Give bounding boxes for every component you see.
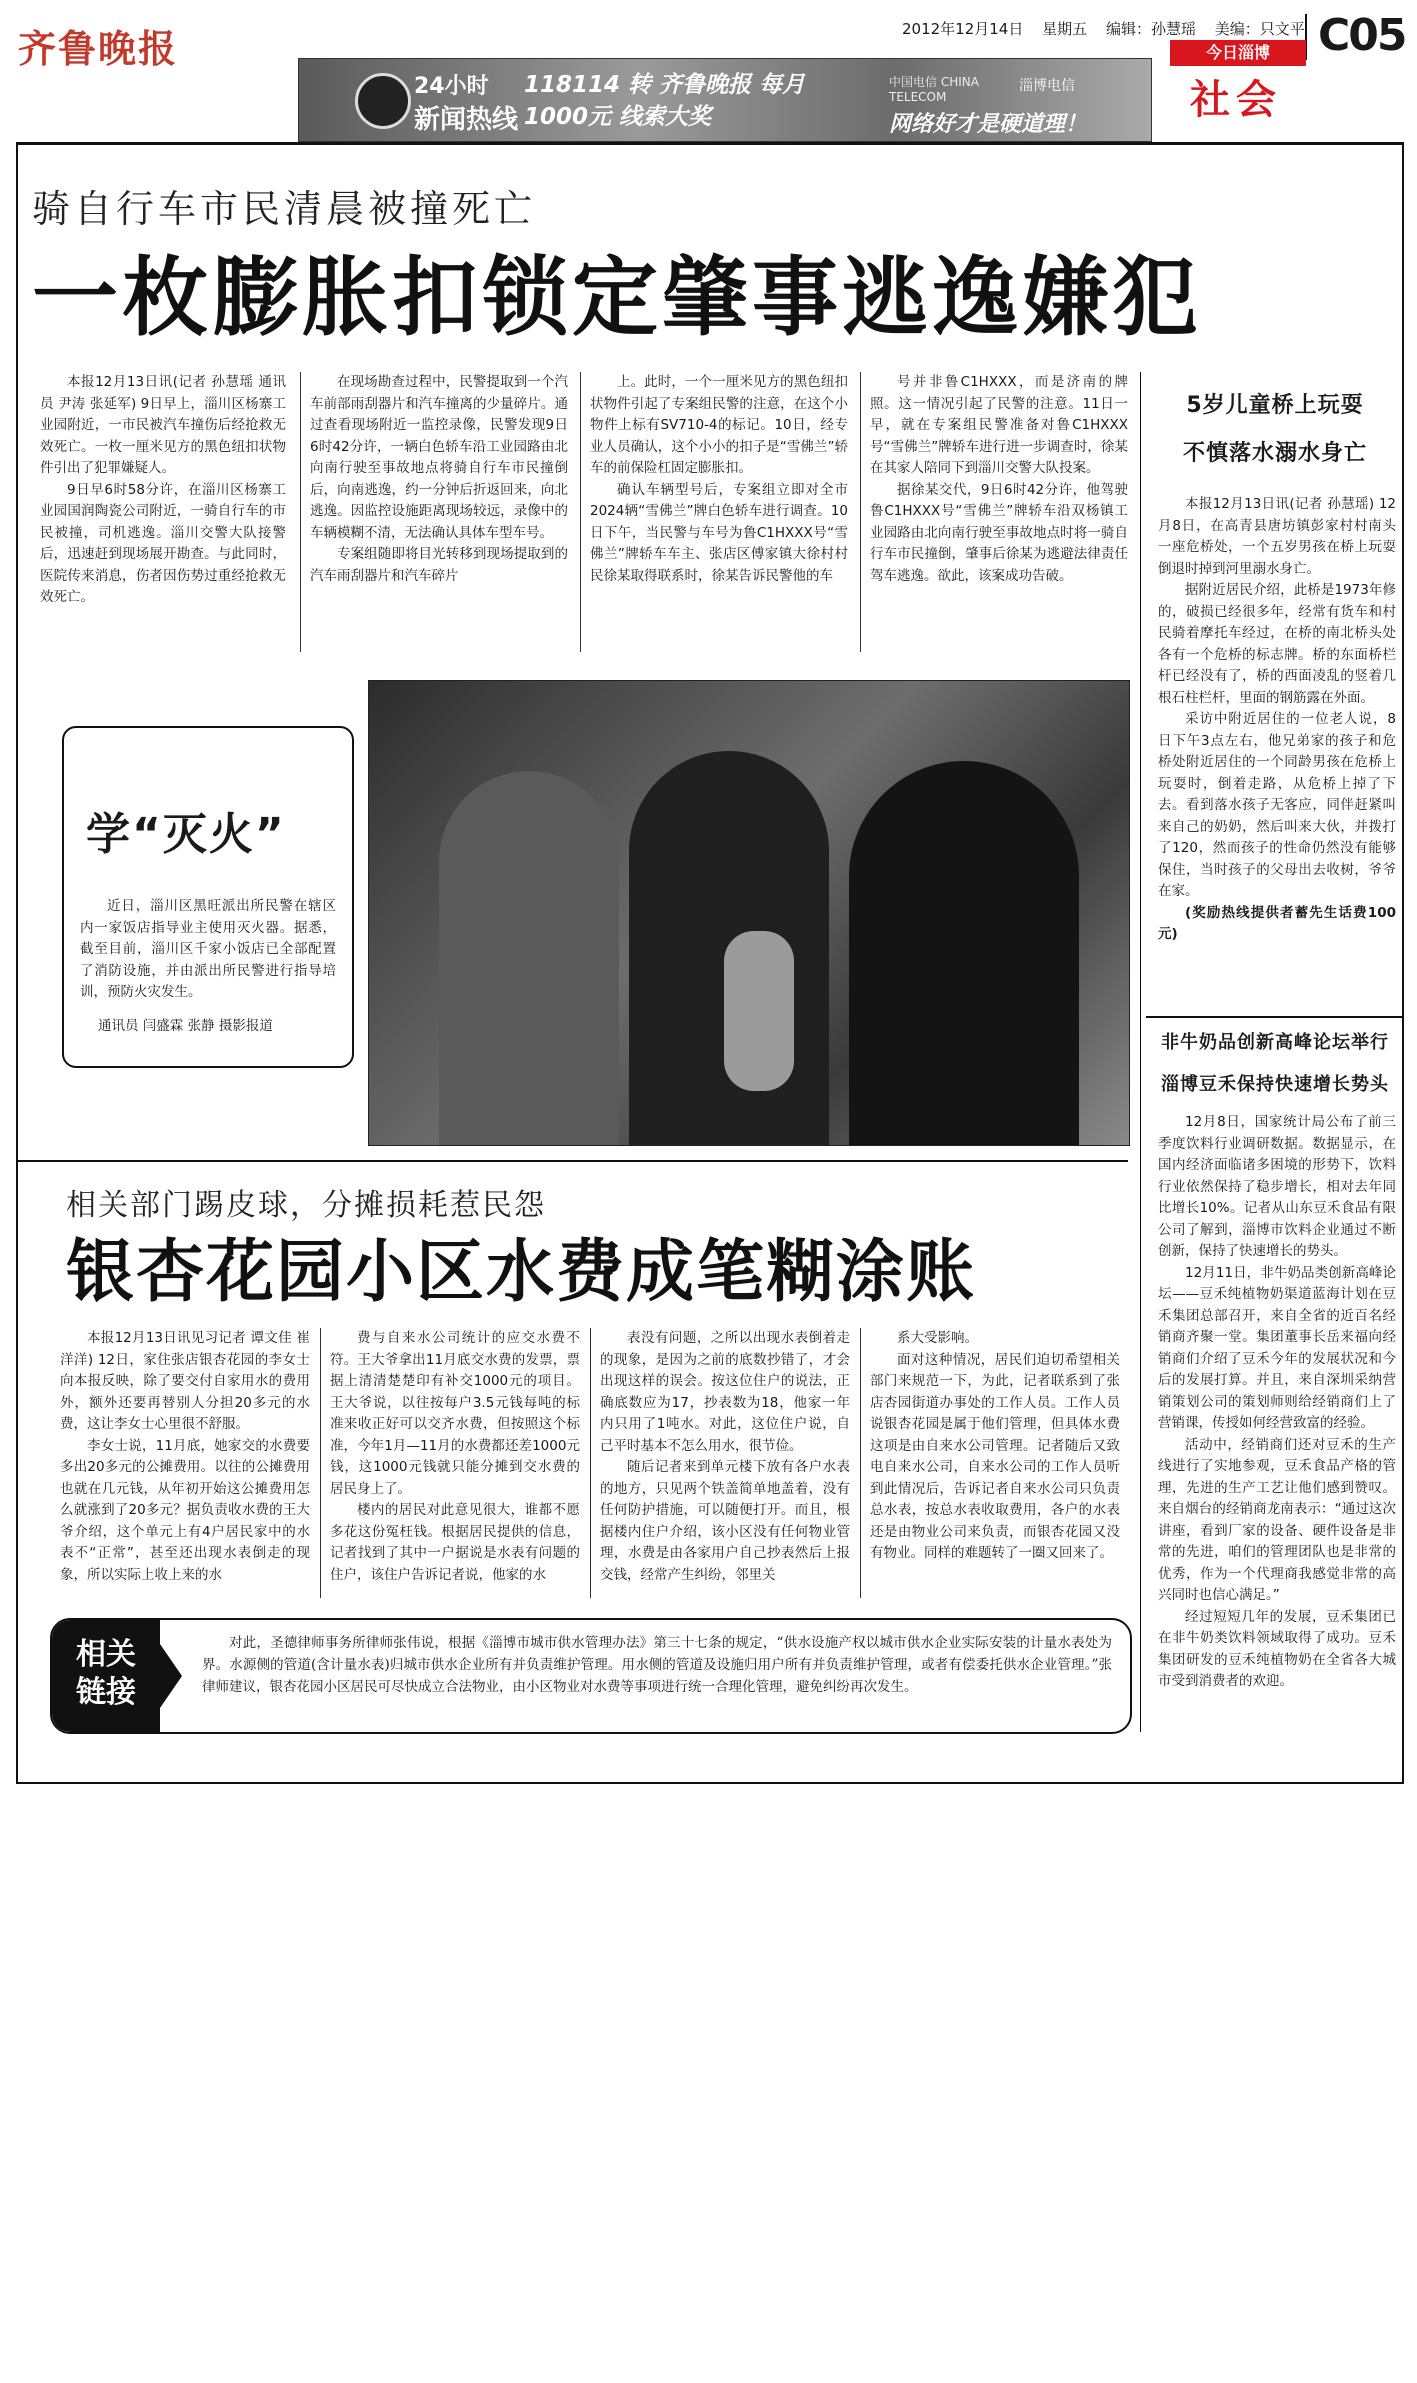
story1-headline: 一枚膨胀扣锁定肇事逃逸嫌犯	[32, 248, 1202, 348]
story1-column-4	[870, 372, 1128, 662]
column-divider	[580, 372, 581, 652]
related-link-text: 对此，圣德律师事务所律师张伟说，根据《淄博市城市供水管理办法》第三十七条的规定，“供水设施产权以城市供水企业实际安装的计量水表处为界。水源侧的管道(含计量水表)归城市供水企业所有并负责维护管理。用水侧的管道及设施归用户所有并负责维护管理，或者有偿委托供水企业管理。”张律师建议，银杏花园小区居民可尽快成立合法物业，由小区物业对水费等事项进行统一合理化管理，避免纠纷再次发生。	[202, 1635, 1112, 1695]
story2-col1-para: 李女士说，11月底，她家交的水费要多出20多元的公摊费用。以往的公摊费用也就在几元钱，从年初开始这公摊费用怎么就涨到了20多元？据负责收水费的王大爷介绍，这个单元上有4户居民家中的水表不“正常”，甚至还出现水表倒走的现象，所以实际上收上来的水	[60, 1437, 310, 1583]
editor-credit: 编辑：孙慧瑶	[1105, 20, 1196, 38]
telecom-logo: 中国电信 CHINA TELECOM	[889, 75, 979, 104]
story2-kicker: 相关部门踢皮球，分摊损耗惹民怨	[66, 1188, 546, 1223]
story1-col2-para: 专案组随即将目光转移到现场提取到的汽车雨刮器片和汽车碎片	[310, 546, 568, 584]
photo-box-credit: 通讯员 闫盛霖 张静 摄影报道	[98, 1018, 273, 1034]
fire-extinguisher	[724, 931, 794, 1091]
story2-col1-para: 本报12月13日讯见习记者 谭文佳 崔洋洋) 12日，家住张店银杏花园的李女士向本报反映，除了要交付自家用水的费用外，额外还要再替别人分担20多元的水费，这让李女士心里很不舒服。	[60, 1330, 310, 1432]
issue-weekday: 星期五	[1042, 20, 1088, 38]
right2-para: 活动中，经销商们还对豆禾的生产线进行了实地参观，豆禾食品产格的管理，先进的生产工艺让他们感到赞叹。来自烟台的经销商龙南表示：“通过这次讲座，看到厂家的设备、硬件设备是非常的先进，咱们的管理团队也是非常的优秀，作为一个代理商我感觉非常的高兴同时也信心满足。”	[1158, 1436, 1396, 1603]
page-number: C05	[1318, 10, 1406, 61]
story1-col3-para: 上。此时，一个一厘米见方的黑色纽扣状物件引起了专案组民警的注意，在这个小物件上标有SV710-4的标记。10日，经专业人员确认，这个小小的扣子是“雪佛兰”轿车的前保险杠固定膨胀扣。	[590, 374, 848, 476]
photo-box-caption	[80, 896, 336, 1014]
column-divider	[300, 372, 301, 652]
photo-caption-box	[62, 726, 354, 1068]
hotline-bottom: 新闻热线	[414, 105, 519, 135]
story2-headline: 银杏花园小区水费成笔糊涂账	[66, 1233, 977, 1312]
story1-col3-para: 确认车辆型号后，专案组立即对全市2024辆“雪佛兰”牌白色轿车进行调查。10日下午，当民警与车号为鲁C1HXXX号“雪佛兰”牌轿车车主、张店区傅家镇大徐村村民徐某取得联系时，徐某告诉民警他的车	[590, 481, 848, 584]
right1-para: 采访中附近居住的一位老人说，8日下午3点左右，他兄弟家的孩子和危桥处附近居住的一个同龄男孩在危桥上玩耍时，倒着走路，从危桥上掉了下去。看到落水孩子无客应，同伴赶紧叫来自己的奶奶，然后叫来大伙，并拨打了120，然而孩子的性命仍然没有能够保住，当时孩子的父母出去收树，爷爷在家。	[1158, 711, 1396, 899]
story1-kicker: 骑自行车市民清晨被撞死亡	[32, 187, 537, 231]
zibo-telecom-logo: 淄博电信	[1019, 78, 1075, 94]
right2-para: 经过短短几年的发展，豆禾集团已在非牛奶类饮料领域取得了成功。豆禾集团研发的豆禾纯植物奶在全省各大城市受到消费者的欢迎。	[1158, 1608, 1396, 1689]
masthead: 齐鲁晚报	[18, 26, 179, 71]
story2-column-3	[600, 1328, 850, 1610]
prize-text: 118114 转 齐鲁晚报 每月1000元 线索大奖	[524, 72, 806, 130]
photo-figure-officer-right	[849, 761, 1079, 1145]
column-divider	[320, 1328, 321, 1598]
story1-column-1	[40, 372, 286, 662]
clock-icon	[355, 73, 411, 129]
section-tag-big: 社会	[1190, 77, 1282, 123]
photo-box-title: 学“灭火”	[86, 809, 286, 860]
right1-title-line1: 5岁儿童桥上玩耍	[1186, 393, 1364, 418]
column-divider	[590, 1328, 591, 1598]
right1-para: 据附近居民介绍，此桥是1973年修的，破损已经很多年，经常有货车和村民骑着摩托车经过，在桥的南北桥头处各有一个危桥的标志牌。桥的东面桥栏杆已经没有了，桥的西面凌乱的竖着几根石柱栏杆，里面的钢筋露在外面。	[1158, 582, 1396, 706]
column-divider	[860, 1328, 861, 1598]
chevron-right-icon	[160, 1644, 182, 1708]
right-column-divider	[1140, 372, 1141, 1732]
issue-info	[902, 18, 1305, 39]
story1-col4-para: 据徐某交代，9日6时42分许，他驾驶鲁C1HXXX号“雪佛兰”牌轿车沿双杨镇工业园路由北向南行驶至事故地点时将一骑自行车市民撞倒，肇事后徐某为逃避法律责任驾车逃逸。欲此，该案成功告破。	[870, 481, 1128, 584]
story1-column-2	[310, 372, 568, 662]
story2-column-1	[60, 1328, 310, 1610]
related-link-box	[50, 1618, 1132, 1734]
right2-title-line1: 非牛奶品创新高峰论坛举行	[1161, 1032, 1389, 1053]
page-right-border	[1402, 142, 1404, 1782]
story2-col4-para: 面对这种情况，居民们迫切希望相关部门来规范一下，为此，记者联系到了张店杏园街道办事处的工作人员。工作人员说银杏花园是属于他们管理，但具体水费这项是由自来水公司管理。记者随后又致电自来水公司，自来水公司的工作人员听到此情况后，告诉记者自来水公司只负责总水表，按总水表收取费用，各户的水表还是由物业公司来负责，而银杏花园又没有物业。同样的难题转了一圈又回来了。	[870, 1351, 1120, 1561]
story2-column-2	[330, 1328, 580, 1610]
page-left-border	[16, 142, 18, 1782]
related-link-tab	[52, 1620, 160, 1732]
issue-date: 2012年12月14日	[902, 20, 1024, 38]
right-divider-rule	[1146, 1016, 1402, 1018]
designer-credit: 美编：只文平	[1214, 20, 1305, 38]
photo-figure-woman-left	[439, 771, 619, 1145]
right1-body	[1158, 494, 1396, 1004]
ad-banner	[298, 58, 1152, 142]
right2-para: 12月8日，国家统计局公布了前三季度饮料行业调研数据。数据显示，在国内经济面临诸多困境的形势下，饮料行业依然保持了稳步增长，相对去年同比增长10%。记者从山东豆禾食品有限公司了解到，淄博市饮料企业通过不断创新，保持了快速增长的势头。	[1158, 1114, 1396, 1259]
right1-para: 本报12月13日讯(记者 孙慧瑶) 12月8日，在高青县唐坊镇彭家村村南头一座危桥处，一个五岁男孩在桥上玩耍倒退时掉到河里溺水身亡。	[1158, 496, 1396, 577]
story2-col3-para: 表没有问题，之所以出现水表倒着走的现象，是因为之前的底数抄错了，才会出现这样的误会。按这位住户的说法，正确底数应为17，抄表数为18，他家一年内只用了1吨水。对此，这位住户说，自己平时基本不怎么用水，很节俭。	[600, 1330, 850, 1454]
story-divider-rule	[18, 1160, 1128, 1162]
header-rule	[18, 142, 1403, 145]
right2-para: 12月11日，非牛奶品类创新高峰论坛——豆禾纯植物奶渠道蓝海计划在豆禾集团总部召开，来自全省的近百名经销商齐聚一堂。集团董事长岳来福向经销商们介绍了豆禾今年的发展状况和今后的发展打算。并且，来自深圳采纳营销策划公司的策划师则给经销商们上了营销课，传授如何经营致富的经验。	[1158, 1264, 1396, 1431]
story2-col2-para: 楼内的居民对此意见很大，谁都不愿多花这份冤枉钱。根据居民提供的信息，记者找到了其中一户据说是水表有问题的住户，该住户告诉记者说，他家的水	[330, 1502, 580, 1583]
story2-col4-para: 系大受影响。	[897, 1330, 978, 1346]
right2-title-line2: 淄博豆禾保持快速增长势头	[1161, 1074, 1389, 1095]
right1-title-line2: 不慎落水溺水身亡	[1182, 441, 1367, 466]
news-photo	[368, 680, 1130, 1146]
related-link-label-1: 相关	[76, 1637, 136, 1672]
hotline-top: 24小时	[414, 74, 489, 99]
photo-caption-text: 近日，淄川区黑旺派出所民警在辖区内一家饭店指导业主使用灭火器。据悉，截至目前，淄川区千家小饭店已全部配置了消防设施，并由派出所民警进行指导培训，预防火灾发生。	[80, 898, 336, 1000]
column-divider	[860, 372, 861, 652]
story1-col4-para: 号并非鲁C1HXXX，而是济南的牌照。这一情况引起了民警的注意。11日一早，就在专案组民警准备对鲁C1HXXX号“雪佛兰”牌轿车进行进一步调查时，徐某在其家人陪同下到淄川交警大队投案。	[870, 374, 1128, 476]
story1-col1-para: 9日早6时58分许，在淄川区杨寨工业园国润陶瓷公司附近，一骑自行车的市民被撞，司机逃逸。淄川交警大队接警后，迅速赶到现场展开勘查。与此同时，医院传来消息，伤者因伤势过重经抢救无效死亡。	[40, 481, 286, 605]
page-bottom-rule	[16, 1782, 1404, 1784]
story1-col1-para: 本报12月13日讯(记者 孙慧瑶 通讯员 尹涛 张延军) 9日早上，淄川区杨寨工业园附近，一市民被汽车撞伤后经抢救无效死亡。一枚一厘米见方的黑色纽扣状物件引出了犯罪嫌疑人。	[40, 374, 286, 476]
section-tag-small: 今日淄博	[1170, 40, 1306, 66]
story2-col3-para: 随后记者来到单元楼下放有各户水表的地方，只见两个铁盖简单地盖着，没有任何防护措施，可以随便打开。而且，根据楼内住户介绍，该小区没有任何物业管理，水费是由各家用户自己抄表然后上报交钱，经常产生纠纷，邻里关	[600, 1459, 850, 1583]
story1-column-3	[590, 372, 848, 662]
right1-para: (奖励热线提供者蓄先生话费100元)	[1158, 904, 1396, 942]
story1-col2-para: 在现场勘查过程中，民警提取到一个汽车前部雨刮器片和汽车撞离的少量碎片。通过查看现场附近一监控录像，民警发现9日6时42分许，一辆白色轿车沿工业园路由北向南行驶至事故地点将骑自行车市民撞倒后，向南逃逸，约一分钟后折返回来，向北逃逸。因监控设施距离现场较远，录像中的车辆模糊不清，无法确认具体车型车号。	[310, 374, 568, 541]
story2-column-4	[870, 1328, 1120, 1610]
story2-col2-para: 费与自来水公司统计的应交水费不符。王大爷拿出11月底交水费的发票，票据上清清楚楚印有补交1000元的项目。王大爷说，以往按每户3.5元钱每吨的标准来收正好可以交齐水费，但按照这个标准，今年1月—11月的水费都还差1000元钱，这1000元钱就只能分摊到交水费的居民身上了。	[330, 1330, 580, 1497]
right2-body	[1158, 1112, 1396, 1732]
related-link-text-wrap	[202, 1632, 1112, 1724]
ad-slogan: 网络好才是硬道理！	[889, 112, 1088, 137]
related-link-label-2: 链接	[76, 1675, 136, 1710]
